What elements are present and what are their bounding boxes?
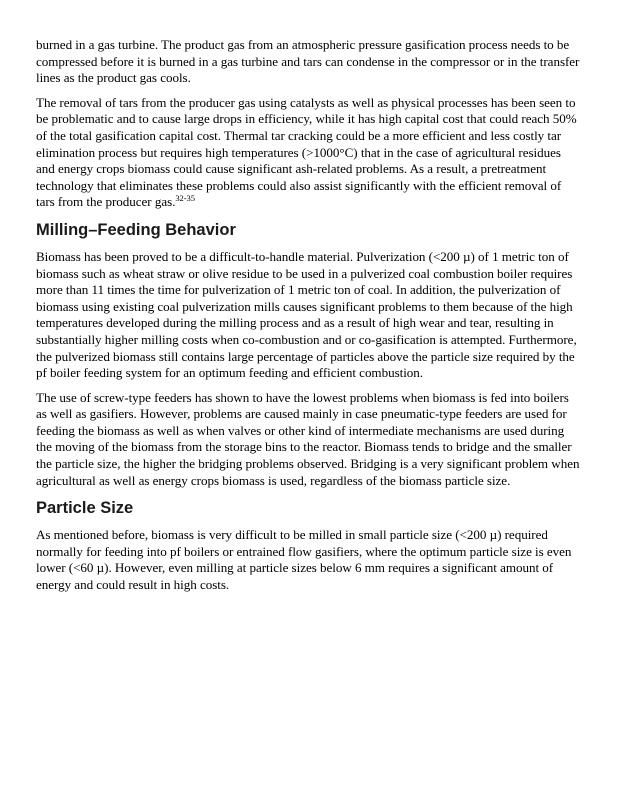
paragraph-pulverization: Biomass has been proved to be a difficult-to-handle material. Pulverization (<200 µ) of 1 metric ton of biomass such as wheat straw or olive residue to be used in a pulverized coal combustion boiler requires more than 11 times the time for pulverization of 1 metric ton of coal. In addition, the pulverization of biomass using existing coal pulverization mills causes significant problems to them because of the high temperatures developed during the milling process and as a result of high wear and tear, resulting in substantially higher milling costs when co-combustion and or co-gasification is attempted. Furthermore, the pulverized biomass still contains large percentage of particles above the particle size required by the pf boiler feeding system for an optimum feeding and efficient combustion.	[36, 248, 577, 381]
heading-milling-feeding: Milling–Feeding Behavior	[36, 220, 236, 239]
paragraph-feeders: The use of screw-type feeders has shown to have the lowest problems when biomass is fed into boilers as well as gasifiers. However, problems are caused mainly in case pneumatic-type feeders are used for feeding the biomass as well as when valves or other kind of intermediate mechanisms are used during the moving of the biomass from the storage bins to the reactor. Biomass tends to bridge and the smaller the particle size, the higher the bridging problems observed. Bridging is a very significant problem when agricultural as well as energy crops biomass is used, regardless of the biomass particle size.	[36, 389, 580, 488]
citation-superscript: 32-35	[175, 193, 195, 204]
paragraph-tar-removal-text: The removal of tars from the producer gas using catalysts as well as physical processes has been seen to be problematic and to cause large drops in efficiency, while it has high capital cost that could reach 50% of the total gasification capital cost. Thermal tar cracking could be a more efficient and less costly tar elimination process but requires high temperatures (>1000°C) that in the case of agricultural residues and energy crops biomass could cause significant ash-related problems. As a result, a pretreatment technology that eliminates these problems could also assist significantly with the efficient removal of tars from the producer gas.	[36, 94, 577, 210]
paragraph-gas-turbine: burned in a gas turbine. The product gas from an atmospheric pressure gasification process needs to be compressed before it is burned in a gas turbine and tars can condense in the compressor or in the transfer lines as the product gas cools.	[36, 37, 580, 86]
paragraph-particle-size: As mentioned before, biomass is very difficult to be milled in small particle size (<200 µ) required normally for feeding into pf boilers or entrained flow gasifiers, where the optimum particle size is even lower (<60 µ). However, even milling at particle sizes below 6 mm requires a significant amount of energy and could result in high costs.	[36, 527, 572, 593]
heading-particle-size: Particle Size	[36, 499, 134, 518]
paragraph-tar-removal	[36, 95, 582, 211]
document-page	[36, 37, 582, 602]
